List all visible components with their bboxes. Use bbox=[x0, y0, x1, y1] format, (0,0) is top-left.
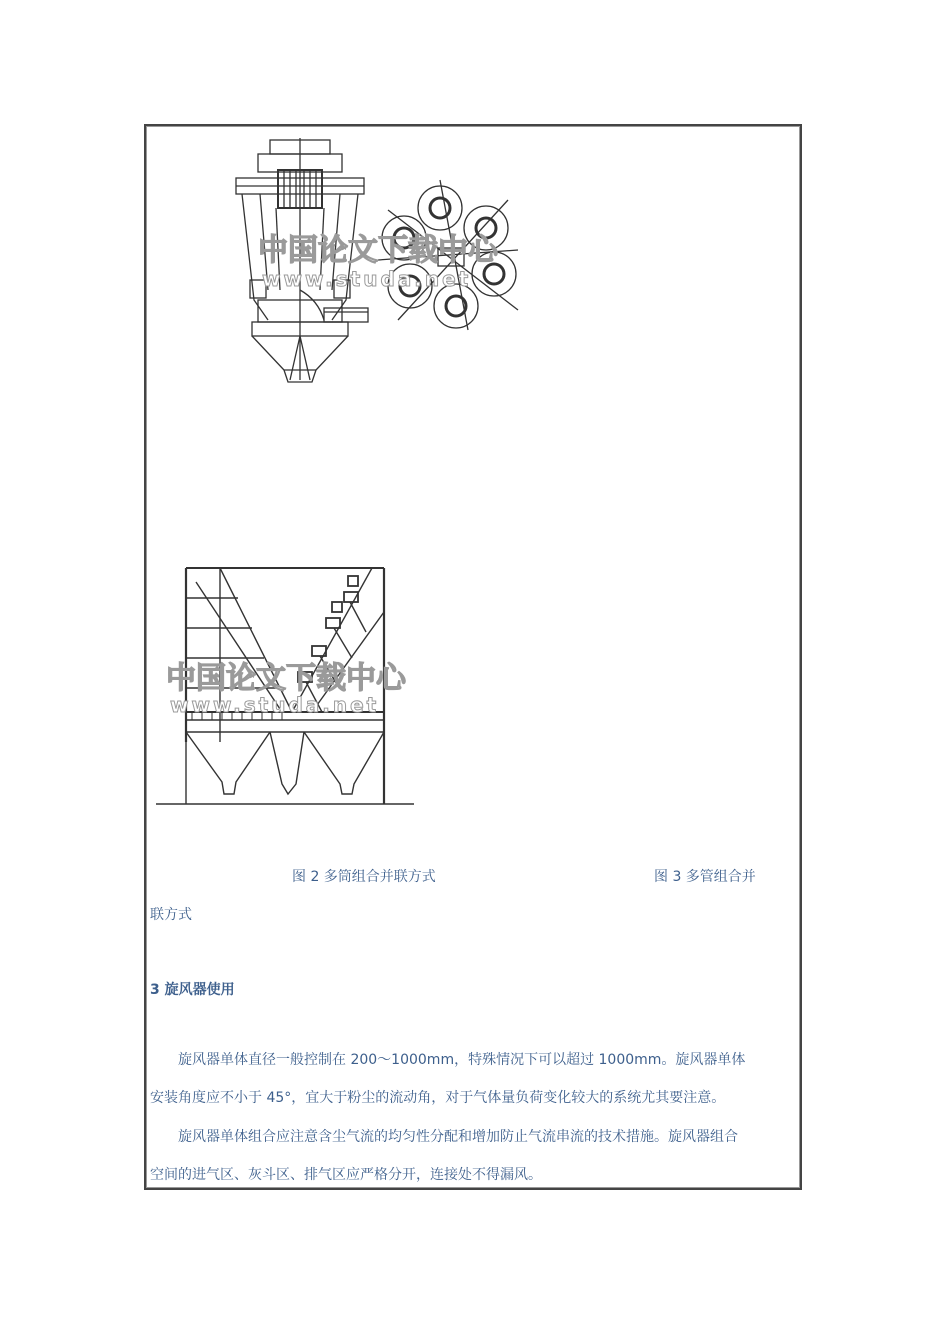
paragraph-2-line-2-text: 空间的进气区、灰斗区、排气区应严格分开，连接处不得漏风。 bbox=[150, 1167, 542, 1183]
paragraph-2-line-1 bbox=[150, 1118, 760, 1156]
figure-2-caption: 图 2 多筒组合并联方式 bbox=[292, 869, 436, 885]
watermark-url: www.studa.net bbox=[170, 693, 380, 717]
paragraph-1-line-1-text: 旋风器单体直径一般控制在 200～1000mm，特殊情况下可以超过 1000mm。旋风器单体 bbox=[178, 1052, 746, 1068]
paragraph-1 bbox=[150, 1041, 760, 1117]
paragraph-1-line-1 bbox=[150, 1041, 760, 1079]
paragraph-1-line-2 bbox=[150, 1079, 760, 1117]
figure-3-caption: 图 3 多管组合并 bbox=[654, 869, 756, 885]
paragraph-2-line-1-text: 旋风器单体组合应注意含尘气流的均匀性分配和增加防止气流串流的技术措施。旋风器组合 bbox=[178, 1129, 738, 1145]
figure-2-drawing bbox=[228, 130, 528, 390]
figure-3-caption-continued: 联方式 bbox=[150, 907, 192, 923]
section-heading: 3 旋风器使用 bbox=[150, 982, 235, 998]
paragraph-2 bbox=[150, 1118, 760, 1194]
watermark-url: www.studa.net bbox=[262, 267, 472, 291]
watermark-text: 中国论文下载中心 bbox=[258, 233, 498, 268]
paragraph-1-line-2-text: 安装角度应不小于 45°，宜大于粉尘的流动角，对于气体量负荷变化较大的系统尤其要注意。 bbox=[150, 1090, 726, 1106]
paragraph-2-line-2 bbox=[150, 1156, 760, 1194]
watermark-text: 中国论文下载中心 bbox=[166, 661, 406, 696]
figure-3-drawing bbox=[152, 562, 422, 812]
